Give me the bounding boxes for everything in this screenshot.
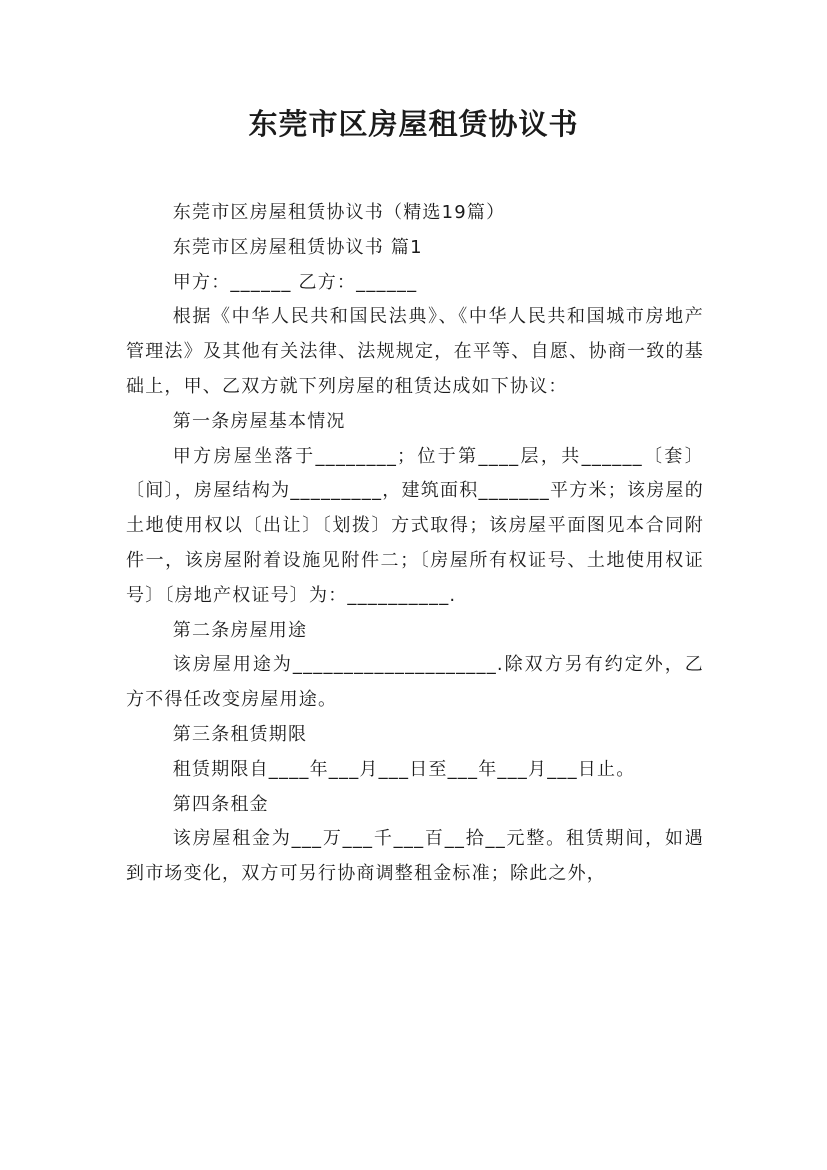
article-3-paragraph: 租赁期限自____年___月___日至___年___月___日止。	[172, 758, 636, 780]
article-1-heading: 第一条房屋基本情况	[172, 410, 346, 432]
article-3-heading: 第三条租赁期限	[172, 723, 308, 745]
section-title-line: 东莞市区房屋租赁协议书 篇1	[172, 236, 423, 258]
article-2-heading: 第二条房屋用途	[172, 619, 308, 641]
article-4-heading: 第四条租金	[172, 793, 269, 815]
article-2-paragraph: 该房屋用途为____________________.除双方另有约定外，乙方不得任改变房屋用途。	[126, 654, 704, 711]
document-title: 东莞市区房屋租赁协议书	[248, 107, 579, 141]
parties-line: 甲方：______ 乙方：______	[172, 271, 418, 293]
collection-title-line: 东莞市区房屋租赁协议书（精选19篇）	[172, 202, 506, 223]
document-body	[126, 196, 704, 892]
preamble-paragraph: 根据《中华人民共和国民法典》、《中华人民共和国城市房地产管理法》及其他有关法律、法规规定，在平等、自愿、协商一致的基础上，甲、乙双方就下列房屋的租赁达成如下协议：	[126, 306, 704, 397]
article-1-paragraph: 甲方房屋坐落于________；位于第____层，共______〔套〕〔间〕，房屋结构为_________，建筑面积_______平方米；该房屋的土地使用权以〔出让〕〔划拨〕方式取得；该房屋平面图见本合同附件一，该房屋附着设施见附件二；〔房屋所有权证号、土地使用权证号〕〔房地产权证号〕为：__________.	[126, 445, 704, 606]
article-4-paragraph: 该房屋租金为___万___千___百__拾__元整。租赁期间，如遇到市场变化，双方可另行协商调整租金标准；除此之外，	[126, 828, 704, 885]
